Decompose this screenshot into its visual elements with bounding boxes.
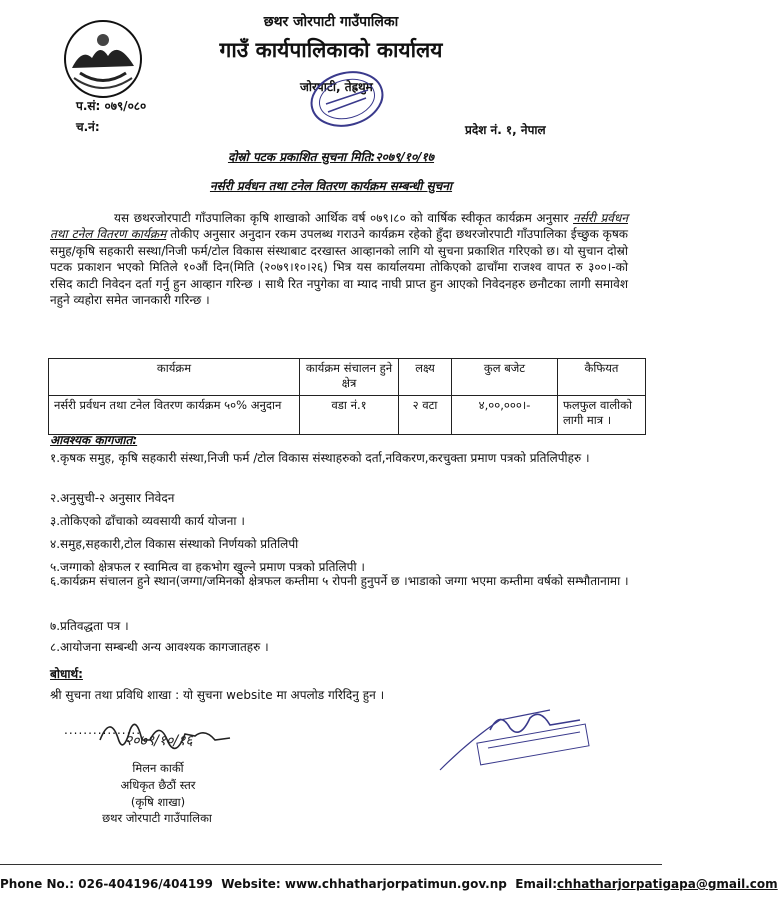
province-label: प्रदेश नं. १, नेपाल <box>465 123 546 137</box>
officer-signature-stamp-icon <box>430 700 605 780</box>
footer-email-link[interactable]: chhatharjorpatigapa@gmail.com <box>557 877 778 891</box>
municipality-name: छथर जोरपाटी गाउँपालिका <box>263 14 399 30</box>
table-cell: ४,००,०००।- <box>452 396 558 435</box>
table-header: कैफियत <box>558 359 646 396</box>
bodharth-line: श्री सुचना तथा प्रविधि शाखा : यो सुचना website मा अपलोड गरिदिनु हुन । <box>50 688 385 702</box>
signer-office: छथर जोरपाटी गाउँपालिका <box>102 811 212 825</box>
program-table <box>48 358 646 435</box>
signature-date: २०७९/१०/१६ <box>125 733 193 749</box>
footer <box>0 877 778 891</box>
table-cell: फलफुल वालीको लागी मात्र । <box>558 396 646 435</box>
signer-branch: (कृषि शाखा) <box>130 795 186 809</box>
table-cell: वडा नं.१ <box>300 396 399 435</box>
footer-email-label: Email: <box>515 877 558 891</box>
table-header: कुल बजेट <box>452 359 558 396</box>
signer-rank: अधिकृत छैठौं स्तर <box>120 778 196 792</box>
signature-dots: ................ <box>64 723 142 737</box>
requirement-item: ३.तोकिएको ढाँचाको व्यवसायी कार्य योजना । <box>50 514 245 528</box>
table-header-row <box>49 359 646 396</box>
office-name: गाउँ कार्यपालिकाको कार्यालय <box>219 38 443 62</box>
signer-name: मिलन कार्की <box>132 761 184 775</box>
requirement-item: ४.समुह,सहकारी,टोल विकास संस्थाको निर्णयको प्रतिलिपी <box>50 537 299 551</box>
requirement-item: ७.प्रतिवद्धता पत्र । <box>50 619 129 633</box>
table-header: लक्ष्य <box>399 359 452 396</box>
office-location: जोरपाटी, तेह्रथुम <box>300 80 373 94</box>
requirements-title: आवश्यक कागजात: <box>50 433 138 447</box>
requirement-item: १.कृषक समुह, कृषि सहकारी संस्था,निजी फर्म /टोल विकास संस्थाहरुको दर्ता,नविकरण,करचुक्ता प्रमाण पत्रको प्रतिलिपीहरु । <box>50 451 590 465</box>
requirement-item: ८.आयोजना सम्बन्धी अन्य आवश्यक कागजातहरु । <box>50 640 269 654</box>
notice-body: यस छथरजोरपाटी गाँउपालिका कृषि शाखाको आर्थिक वर्ष ०७९।८० को वार्षिक स्वीकृत कार्यक्रम अनुसार नर्सरी प्रर्वधन तथा टनेल वितरण कार्यक्रम तोकीए अनुसार अनुदान रकम उपलब्ध गराउने कार्यक्रम रहेको हुँदा छथरजोरपाटी गाँउपालिका ईच्छुक कृषक समुह/कृषि सहकारी सस्था/निजी फर्म/टोल विकास संस्थाबाट दरखास्त आव्हानको लागि यो सुचना प्रकाशित गरिएको छ। यो सुचान दोस्रो पटक प्रकाशन भएको मितिले १०औं दिन(मिति (२०७९।१०।२६) भित्र यस कार्यालयमा तोकिएको ढाचाँमा राजश्व वापत रु ३००।-को रसिद काटी निवेदन दर्ता गर्नु हुन आव्हान गरिन्छ । साथै रित नपुगेका वा म्याद नाघी प्राप्त हुन आएको निवेदनहरु छनौटका लागी समावेश नहुने व्यहोरा समेत जानकारी गरिन्छ । <box>50 211 628 308</box>
office-stamp-icon <box>302 68 392 130</box>
table-cell: नर्सरी प्रर्वधन तथा टनेल वितरण कार्यक्रम ५०% अनुदान <box>49 396 300 435</box>
requirement-item: ५.जग्गाको क्षेत्रफल र स्वामित्व वा हकभोग खुल्ने प्रमाण पत्रको प्रतिलिपी । <box>50 560 365 574</box>
bodharth-title: बोधार्थ: <box>50 667 83 681</box>
table-cell: २ वटा <box>399 396 452 435</box>
reference-number: प.सं: ०७९/०८० <box>76 99 147 113</box>
footer-website[interactable]: Website: www.chhatharjorpatimun.gov.np <box>221 877 507 891</box>
republish-date-line: दोस्रो पटक प्रकाशित सुचना मिति:२०७९/१०/१७ <box>227 150 435 164</box>
table-row <box>49 396 646 435</box>
requirement-item: २.अनुसुची-२ अनुसार निवेदन <box>50 491 175 505</box>
notice-subject: नर्सरी प्रर्वधन तथा टनेल वितरण कार्यक्रम सम्बन्धी सुचना <box>209 179 453 193</box>
footer-divider <box>0 864 662 865</box>
requirement-item: ६.कार्यक्रम संचालन हुने स्थान(जग्गा/जमिनको क्षेत्रफल कम्तीमा ५ रोपनी हुनुपर्ने छ ।भाडाको जग्गा भएमा कम्तीमा वर्षको सम्भौतानामा । <box>50 574 629 588</box>
dispatch-number: च.नं: <box>76 120 100 134</box>
table-header: कार्यक्रम संचालन हुने क्षेत्र <box>300 359 399 396</box>
table-header: कार्यक्रम <box>49 359 300 396</box>
footer-phone: Phone No.: 026-404196/404199 <box>0 877 213 891</box>
